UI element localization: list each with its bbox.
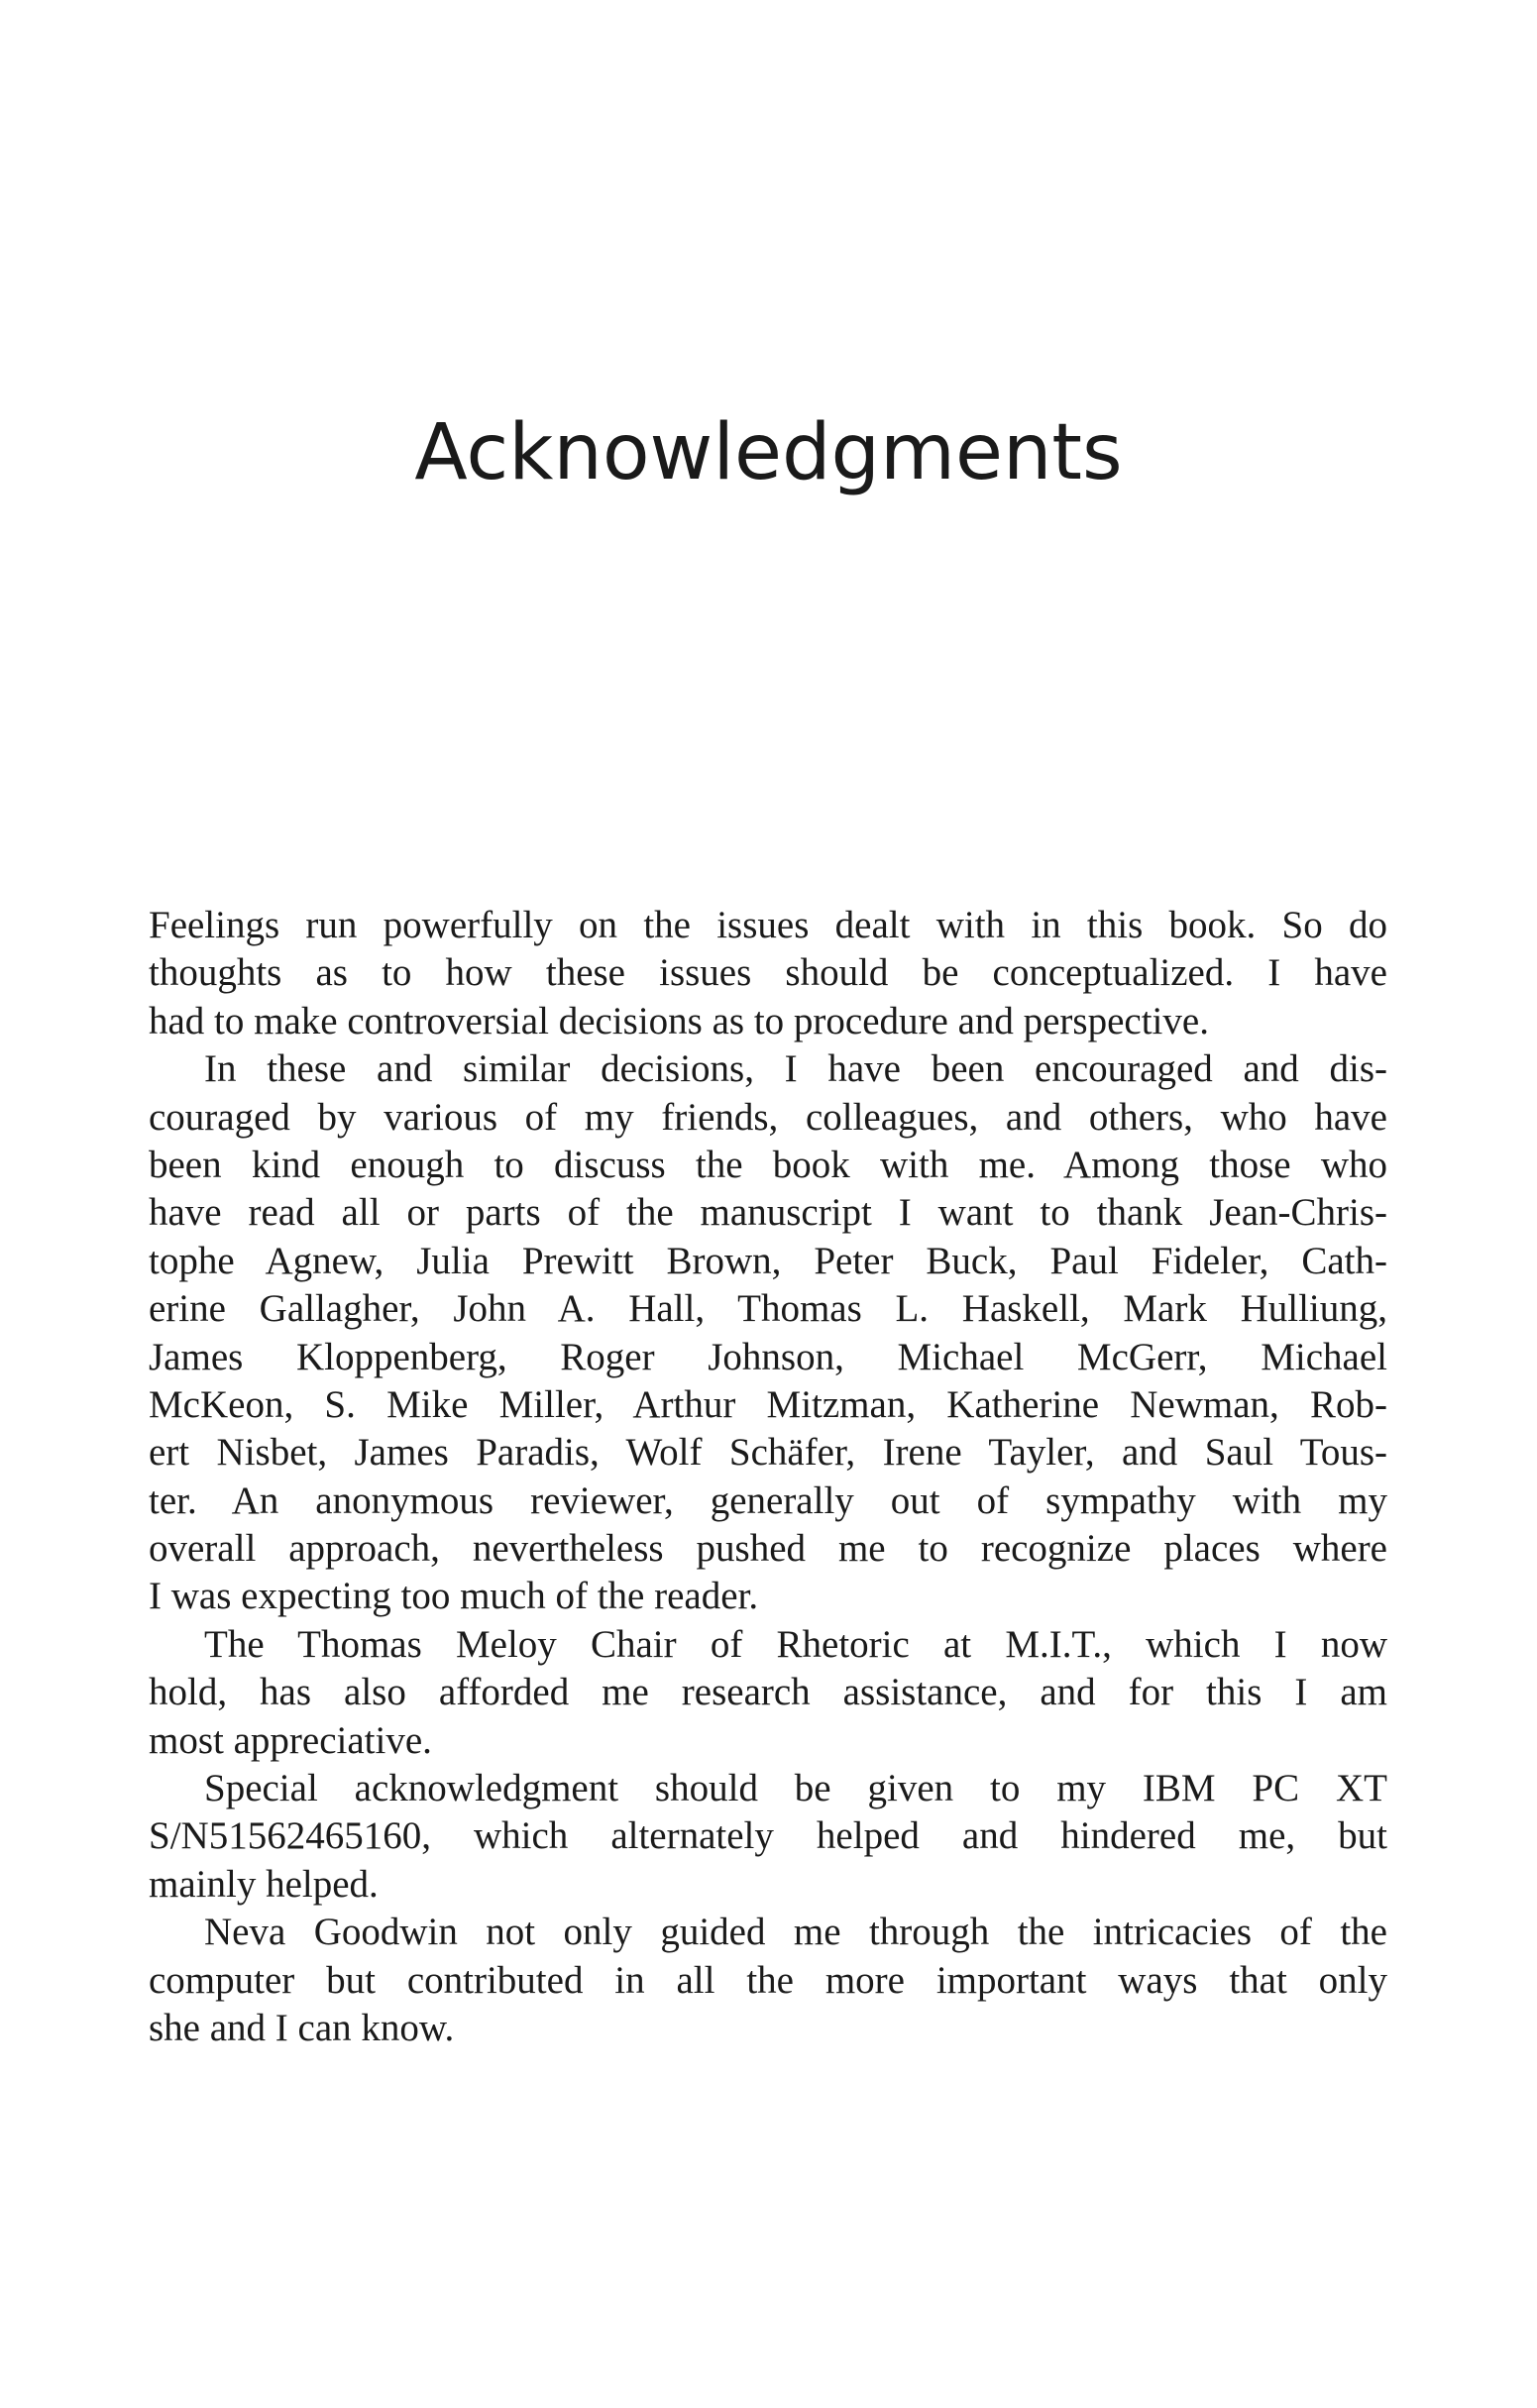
text-line: couraged by various of my friends, colleagues, and others, who have [149, 1095, 1387, 1139]
text-line: had to make controversial decisions as to procedure and perspective. [149, 999, 1209, 1042]
text-line: I was expecting too much of the reader. [149, 1575, 759, 1618]
text-line: most appreciative. [149, 1718, 432, 1762]
page-title: Acknowledgments [414, 408, 1123, 497]
acknowledgments-body [149, 902, 1387, 2052]
text-line: erine Gallagher, John A. Hall, Thomas L. Haskell, Mark Hulliung, [149, 1287, 1387, 1331]
text-line: ter. An anonymous reviewer, generally out of sympathy with my [149, 1478, 1387, 1522]
paragraph-5 [149, 1909, 1387, 2052]
text-line: Special acknowledgment should be given to my IBM PC XT [204, 1767, 1387, 1810]
paragraph-4 [149, 1765, 1387, 1909]
text-line: Feelings run powerfully on the issues dealt with in this book. So do [149, 904, 1387, 946]
text-line: James Kloppenberg, Roger Johnson, Michael McGerr, Michael [149, 1335, 1387, 1378]
text-line: Neva Goodwin not only guided me through the intricacies of the [204, 1911, 1387, 1954]
text-line: ert Nisbet, James Paradis, Wolf Schäfer, Irene Tayler, and Saul Tous- [149, 1431, 1387, 1475]
text-line: hold, has also afforded me research assistance, and for this I am [149, 1671, 1387, 1714]
text-line: In these and similar decisions, I have been encouraged and dis- [204, 1047, 1387, 1091]
paragraph-3 [149, 1621, 1387, 1765]
text-line: computer but contributed in all the more important ways that only [149, 1958, 1387, 2002]
text-line: been kind enough to discuss the book with me. Among those who [149, 1143, 1387, 1186]
text-line: The Thomas Meloy Chair of Rhetoric at M.I.T., which I now [204, 1622, 1387, 1666]
text-line: S/N51562465160, which alternately helped and hindered me, but [149, 1814, 1387, 1858]
text-line: McKeon, S. Mike Miller, Arthur Mitzman, Katherine Newman, Rob- [149, 1382, 1387, 1426]
text-line: tophe Agnew, Julia Prewitt Brown, Peter Buck, Paul Fideler, Cath- [149, 1239, 1387, 1282]
paragraph-2 [149, 1045, 1387, 1621]
paragraph-1 [149, 902, 1387, 1045]
text-line: mainly helped. [149, 1862, 379, 1906]
text-line: thoughts as to how these issues should be conceptualized. I have [149, 951, 1387, 995]
text-line: she and I can know. [149, 2006, 455, 2049]
text-line: have read all or parts of the manuscript I want to thank Jean-Chris- [149, 1191, 1387, 1235]
text-line: overall approach, nevertheless pushed me to recognize places where [149, 1527, 1387, 1571]
